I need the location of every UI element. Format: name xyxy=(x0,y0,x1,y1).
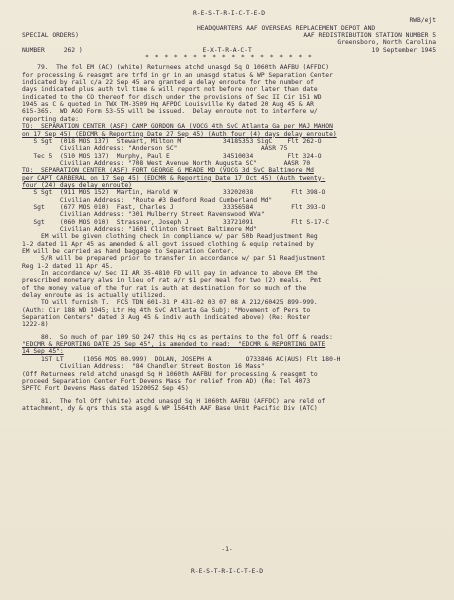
classification-top: R-E-S-T-R-I-C-T-E-D xyxy=(192,10,266,17)
order-number: NUMBER 262 ) xyxy=(22,46,83,54)
text-line: 79. The fol EM (AC) (white) Returnees atchd unasgd Sq O 1060th AAFBU (AFFDC) xyxy=(22,64,330,72)
star-divider: * * * * * * * * * * * * * * * * * * xyxy=(145,54,313,62)
list-item: S Sgt (018 MOS 137) Stewart, Milton M 34185353 SigC Flt 262-O xyxy=(22,137,322,145)
headquarters-line-2: AAF REDISTRIBUTION STATION NUMBER 5 xyxy=(303,32,436,40)
text-line: indicated by rail c/a 22 Sep 45 are granted a delay enroute for the number of xyxy=(22,79,314,87)
text-line: In accordance w/ Sec II AR 35-4810 FD will pay in advance to above EM the xyxy=(22,270,318,278)
text-line: EM will be given clothing check in compliance w/ par 50b Readjustment Reg xyxy=(22,233,318,241)
text-line: 615-365. WD AGO Form 53-55 will be issued. Delay enroute not to interfere w/ xyxy=(22,108,318,116)
text-line: 14 Sep 45": xyxy=(22,348,64,356)
text-line: 80. So much of par 109 SO 247 this Hq cs as pertains to the fol Off & reads: xyxy=(22,333,333,341)
text-line: 1-2 dated 11 Apr 45 as amended & all govt issued clothing & equip retained by xyxy=(22,240,314,248)
page-footer xyxy=(0,531,454,590)
soldier-list-2 xyxy=(22,189,436,233)
text-line: Separation Centers" dated 3 Aug 45 & indiv auth indicated above) (Re: Roster xyxy=(22,314,311,322)
list-item: S Sgt (911 MOS 152) Martin, Harold W 33202038 Flt 398-O xyxy=(22,189,326,197)
closing-instructions xyxy=(22,233,436,328)
list-item: Civilian Address: "Route #3 Bedford Road Cumberland Md" xyxy=(22,196,273,204)
list-item: Civilian Address: "708 West Avenue North Augusta SC" AASR 70 xyxy=(22,159,311,167)
list-item: Civilian Address: "1601 Clinton Street Baltimore Md" xyxy=(22,225,258,233)
text-line: 1222-8) xyxy=(22,321,49,329)
text-line: Civilian Address: "84 Chandler Street Boston 16 Mass" xyxy=(22,363,265,371)
headquarters-line-1: HEADQUARTERS AAF OVERSEAS REPLACEMENT DEPOT AND xyxy=(197,24,376,32)
destination-2-line-b: per CAPT CARBERAL on 17 Sep 45) (EDCMR & Reporting Date 17 Oct 45) (Auth twenty- xyxy=(22,174,326,182)
page-number: -1- xyxy=(221,545,233,553)
text-line: "EDCMR & REPORTING DATE 25 Sep 45", is amended to read: "EDCMR & REPORTING DATE xyxy=(22,341,326,349)
location: Greensboro, North Carolina xyxy=(337,39,436,47)
text-line: delay enroute as is actually utilized. xyxy=(22,292,167,300)
text-line: for processing & reasgmt are trfd in gr in an unasgd status & WP Separation Center xyxy=(22,71,333,79)
text-line: indicated to the CO thereof for disch under the provisions of Sec II Cir 151 WD xyxy=(22,93,322,101)
list-item: Sgt (677 MOS 010) Fast, Charles J 33356584 Flt 393-O xyxy=(22,203,326,211)
destination-2-line-a: TO: SEPARATION CENTER (ASF) FORT GEORGE G MEADE MD (VOCG 3d SvC Baltimore Md xyxy=(22,167,314,175)
extract-label: E-X-T-R-A-C-T xyxy=(202,46,252,54)
text-line: TO will furnish T. FCS TDN 601-31 P 431-02 03 07 08 A 212/60425 899-999. xyxy=(22,299,318,307)
special-orders-label: SPECIAL ORDERS) xyxy=(22,32,79,40)
paragraph-80 xyxy=(22,334,436,393)
soldier-list-1 xyxy=(22,138,436,167)
text-line: prescribed monetary alws in lieu of rat a/r $1 per meal for two (2) meals. Pmt xyxy=(22,277,322,285)
text-line: Reg 1-2 dated 11 Apr 45. xyxy=(22,262,113,270)
list-item: Sgt (060 MOS 010) Strassner, Joseph J 33721091 Flt S-17-C xyxy=(22,218,330,226)
text-line: days indicated plus auth tvl time & will report not before nor later than date xyxy=(22,86,318,94)
reference-initials: RWB/ejt xyxy=(409,17,436,25)
destination-1-line-b: on 17 Sep 45) (EDCMR & Reporting Date 27 Sep 45) (Auth four (4) days delay enroute) xyxy=(22,130,337,138)
text-line: 81. The fol Off (white) atchd unasgd Sq H 1060th AAFBU (AFFDC) are reld of xyxy=(22,397,326,405)
number-row xyxy=(22,47,436,54)
text-line: of the money value of the fur rat is auth at destination for so much of the xyxy=(22,284,307,292)
paragraph-81 xyxy=(22,398,436,413)
list-item: Civilian Address: "301 Mulberry Street Ravenswood WVa" xyxy=(22,211,265,219)
text-line: S/R will be prepared prior to transfer in accordance w/ par 51 Readjustment xyxy=(22,255,326,263)
list-item: Civilian Address: "Anderson SC" AASR 75 xyxy=(22,145,288,153)
classification-bottom: R-E-S-T-R-I-C-T-E-D xyxy=(190,567,264,575)
orders-row xyxy=(22,32,436,39)
text-line: attachment, dy & qrs this sta asgd & WP 1564th AAF Base Unit Pacific Div (ATC) xyxy=(22,404,318,412)
text-line: (Off Returnees reld atchd unasgd Sq H 1060th AAFBU for processing & reasgmt to xyxy=(22,370,318,378)
destination-2-line-c: four (24) days delay enroute) xyxy=(22,181,132,189)
order-date: 19 September 1945 xyxy=(371,46,436,54)
text-line: SPFTC Fort Devens Mass dated 152005Z Sep 45) xyxy=(22,385,189,393)
list-item: 1ST LT (1056 MOS 00.999) DOLAN, JOSEPH A O733846 AC(AUS) Flt 180-H xyxy=(22,355,341,363)
text-line: 1945 as C & quoted in TWX TM-3509 Hq AFPDC Louisville Ky dated 20 Aug 45 & AR xyxy=(22,101,314,109)
list-item: Tec 5 (510 MOS 137) Murphy, Paul E 34510034 Flt 324-O xyxy=(22,152,322,160)
text-line: (Auth: Cir 188 WD 1945; Ltr Hq 4th SvC Atlanta Ga Subj: "Movement of Pers to xyxy=(22,306,311,314)
text-line: reporting date: xyxy=(22,115,79,123)
text-line: EM will be carried as hand baggage to Separation Center. xyxy=(22,248,235,255)
destination-1-line-a: TO: SEPARATION CENTER (ASF) CAMP GORDON GA (VOCG 4th SvC Atlanta Ga per MAJ MAHON xyxy=(22,123,333,131)
text-line: proceed Separation Center Fort Devens Mass for relief from AD) (Re: Tel 4073 xyxy=(22,377,311,385)
paragraph-79 xyxy=(22,64,436,123)
